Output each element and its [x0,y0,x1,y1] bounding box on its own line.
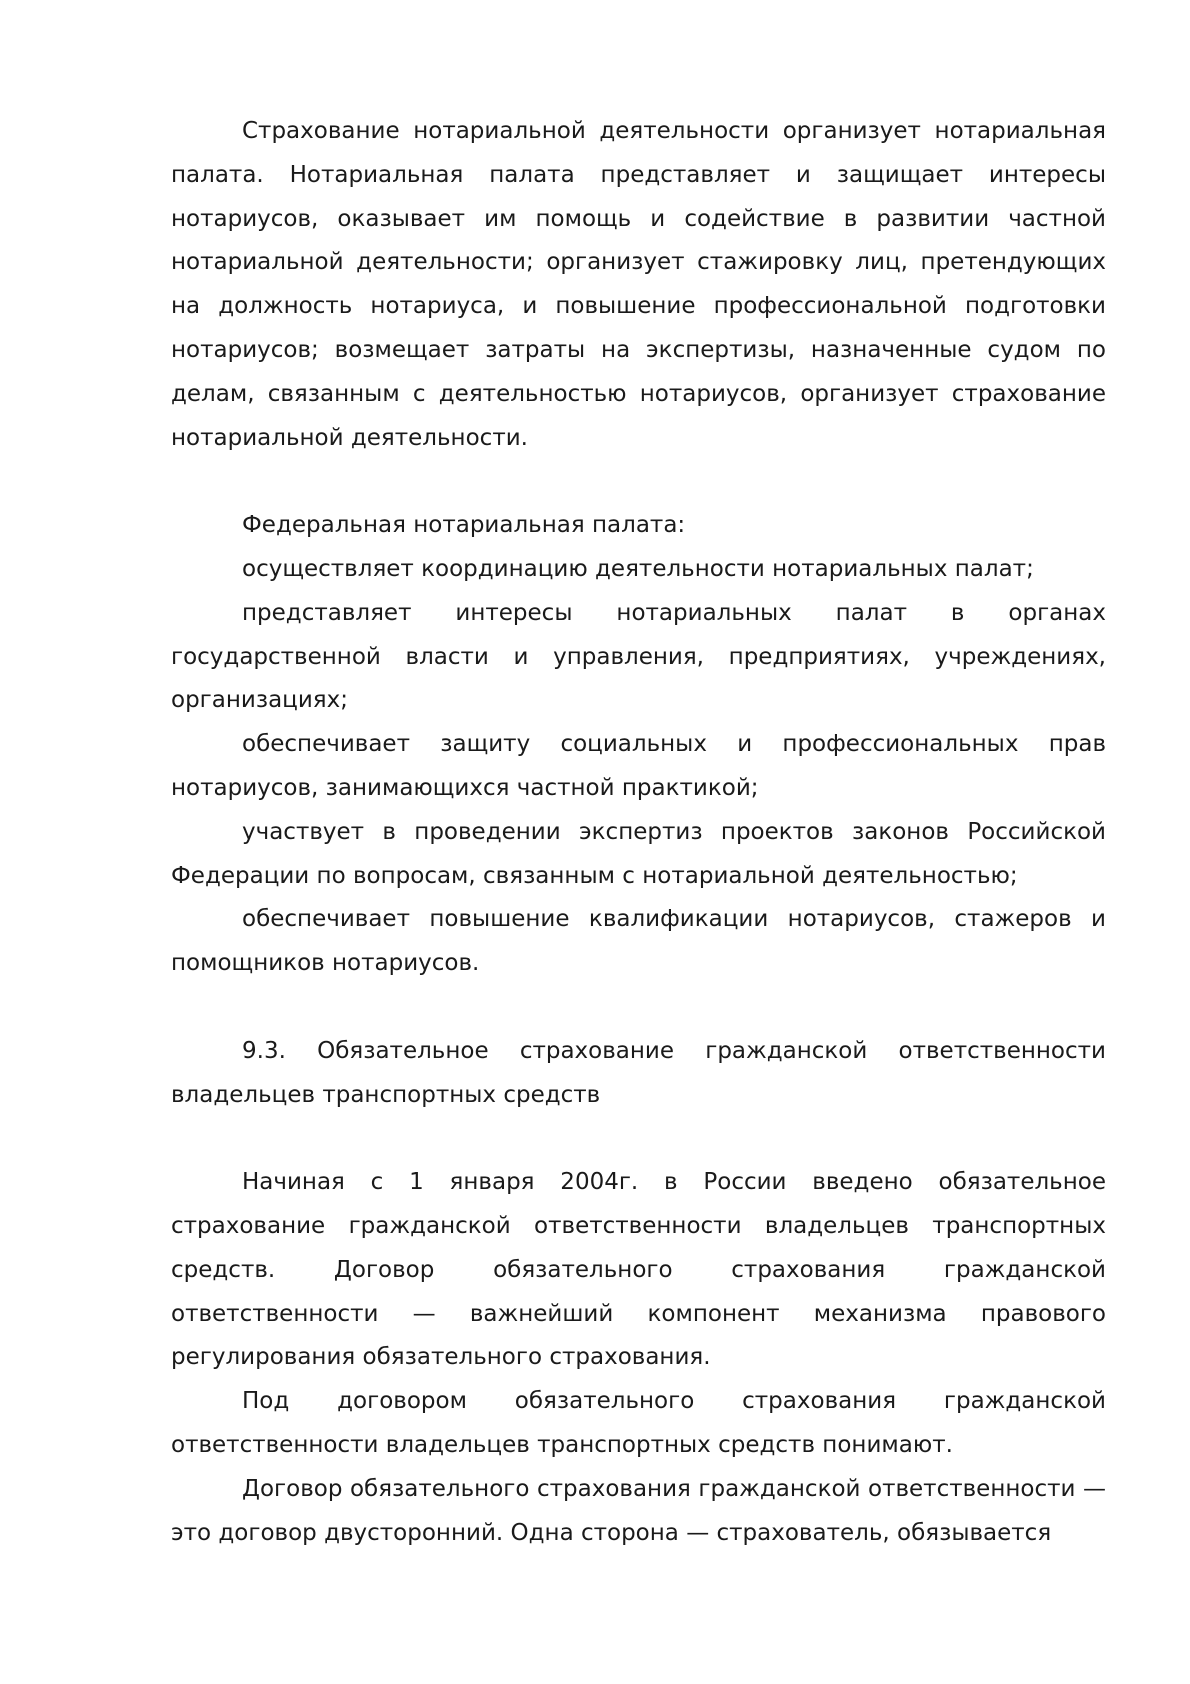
spacer [171,1117,1106,1161]
list-item-law-expertise: участвует в проведении экспертиз проектов законов Российской Федерации по вопросам, связанным с нотариальной деятельностью; [171,818,1106,889]
paragraph-federal-chamber-heading: Федеральная нотариальная палата: [242,512,686,539]
spacer [171,460,1106,504]
document-page [171,110,1106,1555]
list-item-rights-protection: обеспечивает защиту социальных и профессиональных прав нотариусов, занимающихся частной практикой; [171,731,1106,801]
list-item-qualification: обеспечивает повышение квалификации нотариусов, стажеров и помощников нотариусов. [171,906,1106,977]
paragraph-notary-chamber: Страхование нотариальной деятельности организует нотариальная палата. Нотариальная палата представляет и защищает интересы нотариусов, оказывает им помощь и содействие в развитии частной нотариальной деятельности; организует стажировку лиц, претендующих на должность нотариуса, и повышение профессиональной подготовки нотариусов; возмещает затраты на экспертизы, назначенные судом по делам, связанным с деятельностью нотариусов, организует страхование нотариальной деятельности. [171,118,1106,451]
spacer [171,986,1106,1030]
paragraph-osago-intro: Начиная с 1 января 2004г. в России введено обязательное страхование гражданской ответственности владельцев транспортных средств. Договор обязательного страхования гражданской ответственности — важнейший компонент механизма правового регулирования обязательного страхования. [171,1169,1106,1371]
list-item-representation: представляет интересы нотариальных палат в органах государственной власти и управления, предприятиях, учреждениях, организациях; [171,599,1106,714]
section-heading-9-3: 9.3. Обязательное страхование гражданской ответственности владельцев транспортных средств [171,1037,1106,1108]
paragraph-bilateral-contract: Договор обязательного страхования гражданской ответственности — это договор двусторонний. Одна сторона — страхователь, обязывается [171,1475,1106,1546]
list-item-coordination: осуществляет координацию деятельности нотариальных палат; [242,555,1034,582]
paragraph-contract-definition: Под договором обязательного страхования гражданской ответственности владельцев транспортных средств понимают. [171,1388,1106,1458]
